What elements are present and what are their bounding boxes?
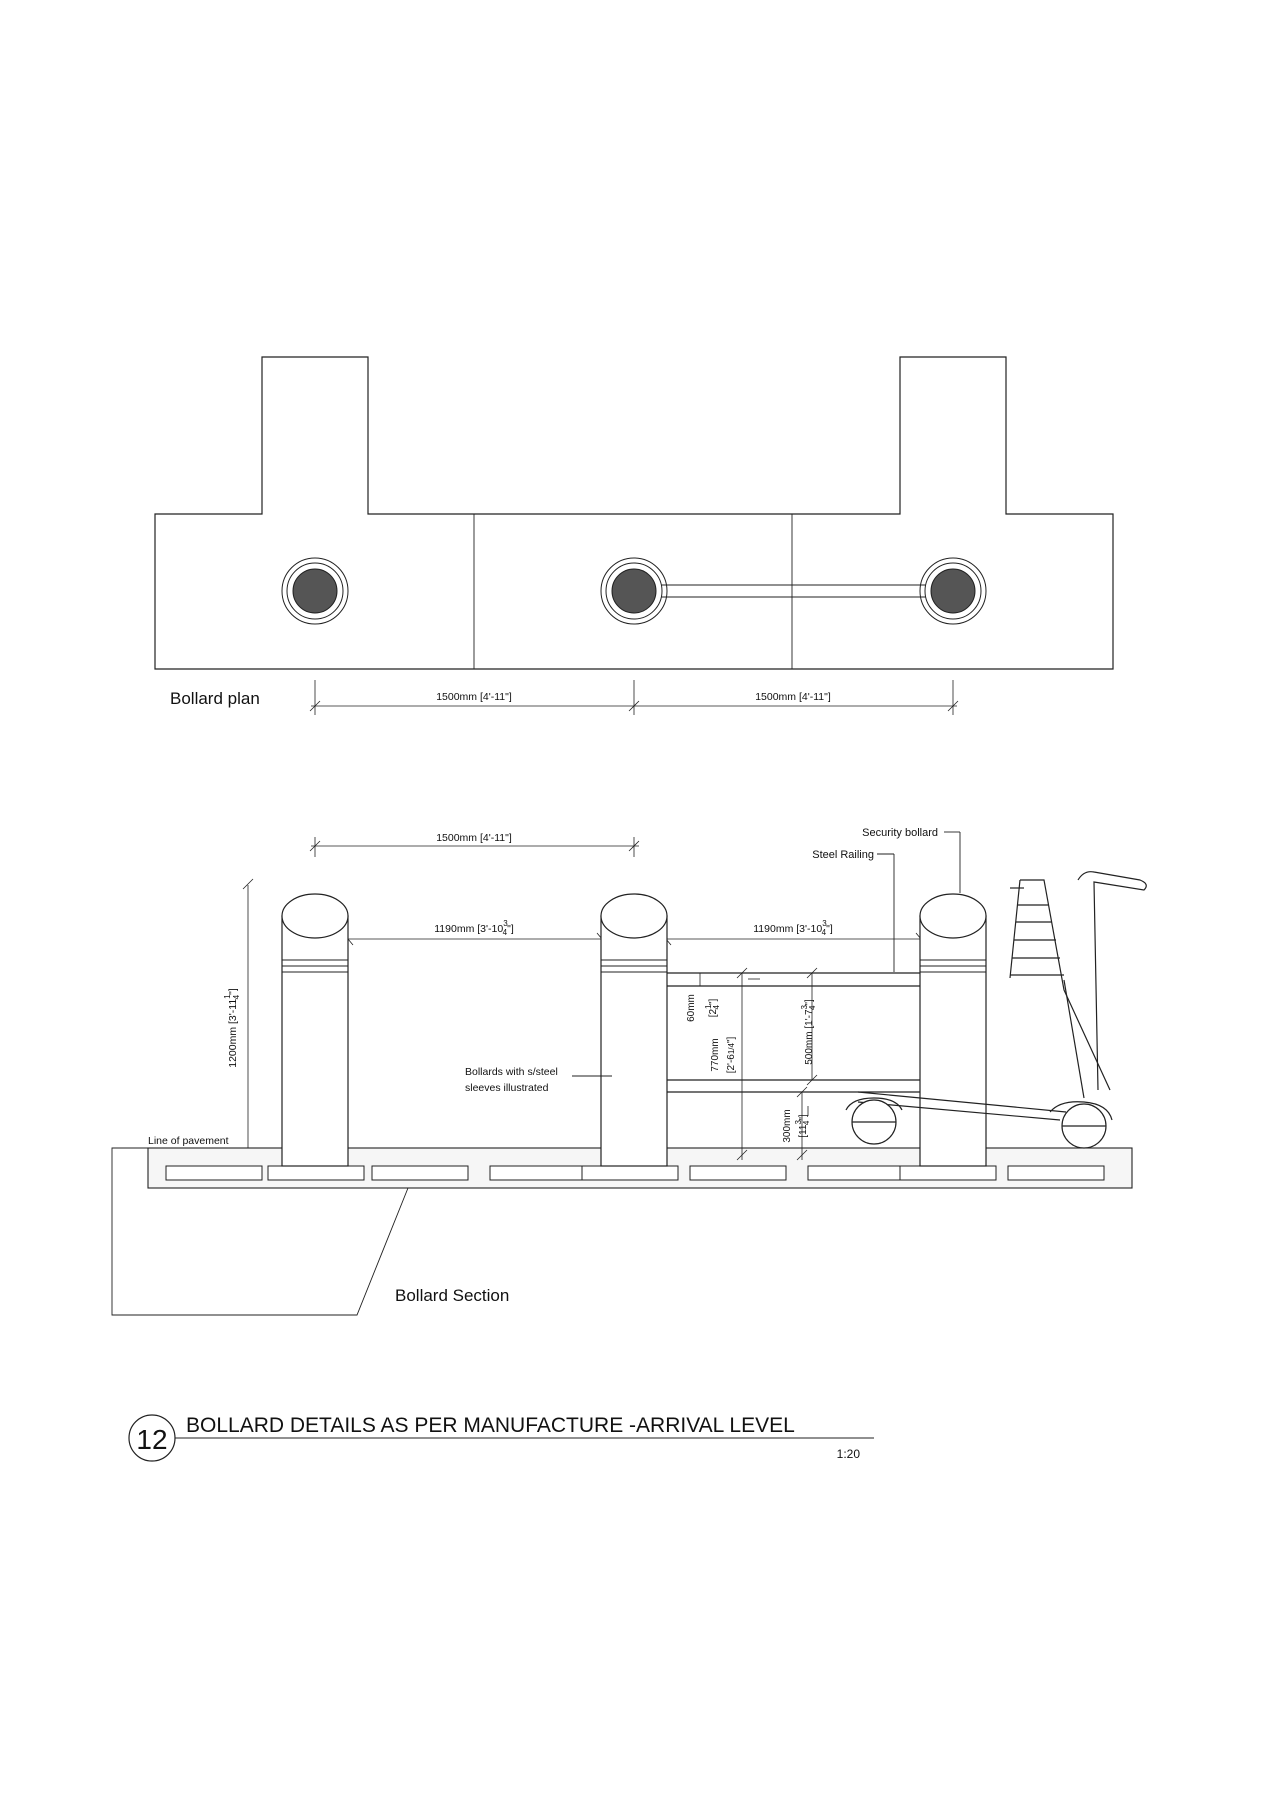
- gap-label-left: 1190mm [$3'-10^3$ 4"]: [434, 919, 514, 937]
- callout-security-bollard: [944, 832, 960, 893]
- dim-500-label: 500mm $[1'-7^34"]$: [800, 999, 817, 1065]
- drawing-scale: 1:20: [836, 1447, 860, 1461]
- drawing-number: 12: [136, 1424, 168, 1455]
- callout-steel-railing: [877, 854, 894, 972]
- plan-dim-left: 1500mm [4'-11"]: [436, 691, 512, 703]
- plan-railing: [661, 585, 926, 597]
- plan-bollard-left: [282, 558, 348, 624]
- plan-bollard-middle: [601, 558, 667, 624]
- section-bollard-middle: [601, 894, 667, 1166]
- plan-dim-right: 1500mm [4'-11"]: [755, 691, 831, 703]
- section-dim-top: 1500mm [4'-11"]: [436, 832, 512, 844]
- dim-60-label-b: $[2^14"]$: [704, 998, 721, 1018]
- height-label: 1200mm $[3'-11^14"]$: [223, 988, 241, 1068]
- section-railing: [667, 973, 920, 1092]
- gap-label-right: 1190mm [$3'-10^3$ 4"]: [753, 919, 833, 937]
- dim-770-label-a: 770mm: [710, 1038, 721, 1072]
- callout-pavement-label: Line of pavement: [148, 1135, 229, 1147]
- plan-view: [155, 357, 1113, 715]
- callout-sleeves-line1: Bollards with s/steel: [465, 1066, 558, 1078]
- height-dimension: [243, 879, 253, 1160]
- section-bollard-right: [920, 894, 986, 1166]
- dim-300-label-a: 300mm: [782, 1109, 793, 1143]
- drawing-title: BOLLARD DETAILS AS PER MANUFACTURE -ARRIVAL LEVEL: [186, 1414, 795, 1437]
- dim-770-label-b: [2'-61/4"]: [726, 1036, 737, 1074]
- callout-sleeves-line2: sleeves illustrated: [465, 1082, 549, 1094]
- luggage-trolley: [846, 872, 1146, 1148]
- dim-300-label-b: $[11^34"]$: [794, 1114, 811, 1138]
- section-view: [112, 827, 1146, 1315]
- callout-security-bollard-label: Security bollard: [862, 827, 938, 839]
- section-bollard-left: [282, 894, 348, 1166]
- plan-bollard-right: [920, 558, 986, 624]
- callout-steel-railing-label: Steel Railing: [812, 849, 874, 861]
- plan-dimension: [310, 680, 958, 715]
- plan-label: Bollard plan: [170, 689, 260, 708]
- section-label: Bollard Section: [395, 1286, 510, 1305]
- dim-60-label-a: 60mm: [686, 994, 697, 1022]
